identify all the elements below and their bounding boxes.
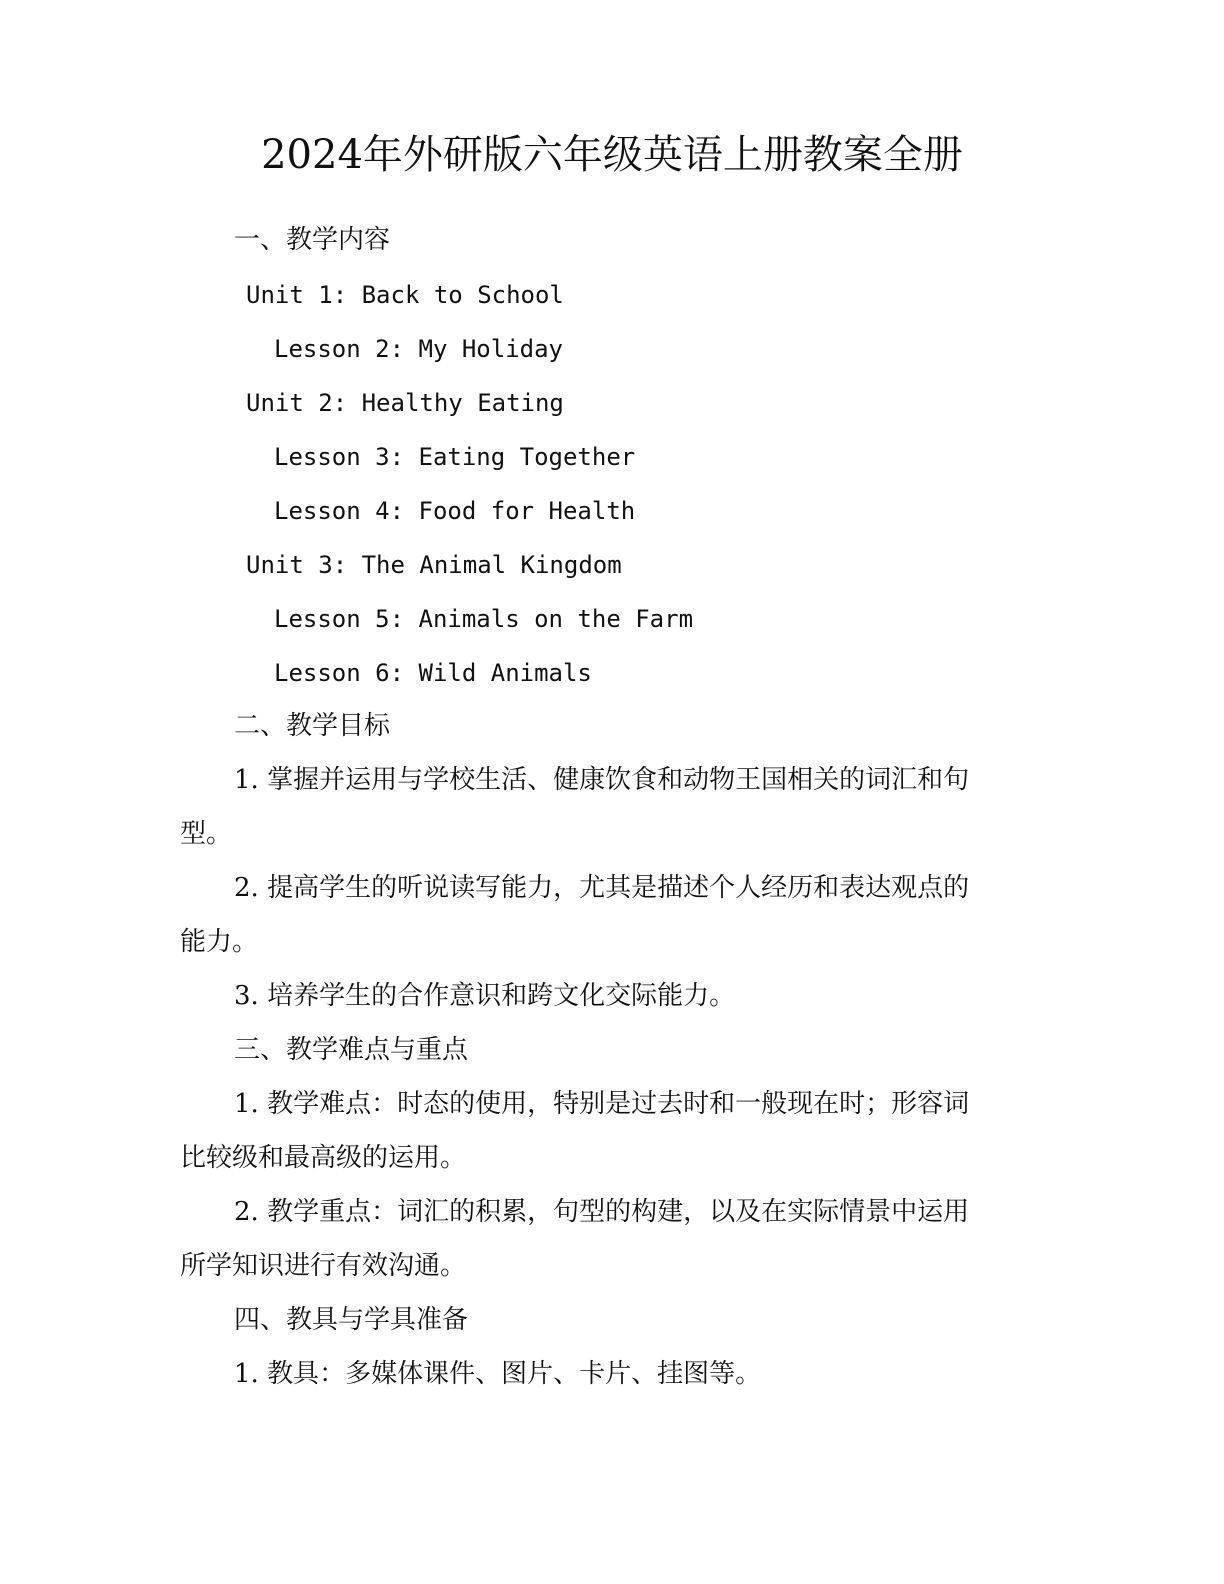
- lesson-4-label: Lesson 4: Food for Health: [274, 497, 636, 525]
- section-heading-objectives: 二、教学目标: [234, 711, 391, 741]
- document-title: 2024年外研版六年级英语上册教案全册: [261, 132, 963, 178]
- section-heading-difficulties: 三、教学难点与重点: [234, 1035, 469, 1065]
- materials-1-line-1: 1. 教具：多媒体课件、图片、卡片、挂图等。: [234, 1359, 762, 1389]
- section-heading-content: 一、教学内容: [234, 225, 391, 255]
- lesson-5-label: Lesson 5: Animals on the Farm: [274, 605, 694, 633]
- lesson-6-label: Lesson 6: Wild Animals: [274, 659, 592, 687]
- unit-3-label: Unit 3: The Animal Kingdom: [246, 551, 622, 579]
- unit-1-label: Unit 1: Back to School: [246, 281, 564, 309]
- keypoint-2-line-1: 2. 教学重点：词汇的积累，句型的构建，以及在实际情景中运用: [234, 1197, 970, 1227]
- lesson-3-label: Lesson 3: Eating Together: [274, 443, 636, 471]
- objective-2-line-1: 2. 提高学生的听说读写能力，尤其是描述个人经历和表达观点的: [234, 873, 970, 903]
- unit-2-label: Unit 2: Healthy Eating: [246, 389, 564, 417]
- section-heading-materials: 四、教具与学具准备: [234, 1305, 469, 1335]
- lesson-2-label: Lesson 2: My Holiday: [274, 335, 563, 363]
- difficulty-1-line-1: 1. 教学难点：时态的使用，特别是过去时和一般现在时；形容词: [234, 1089, 970, 1119]
- objective-1-line-1: 1. 掌握并运用与学校生活、健康饮食和动物王国相关的词汇和句: [234, 765, 970, 795]
- difficulty-1-line-2: 比较级和最高级的运用。: [180, 1143, 467, 1173]
- objective-1-line-2: 型。: [180, 819, 233, 849]
- objective-3-line-1: 3. 培养学生的合作意识和跨文化交际能力。: [234, 981, 736, 1011]
- objective-2-line-2: 能力。: [180, 927, 259, 957]
- keypoint-2-line-2: 所学知识进行有效沟通。: [180, 1251, 467, 1281]
